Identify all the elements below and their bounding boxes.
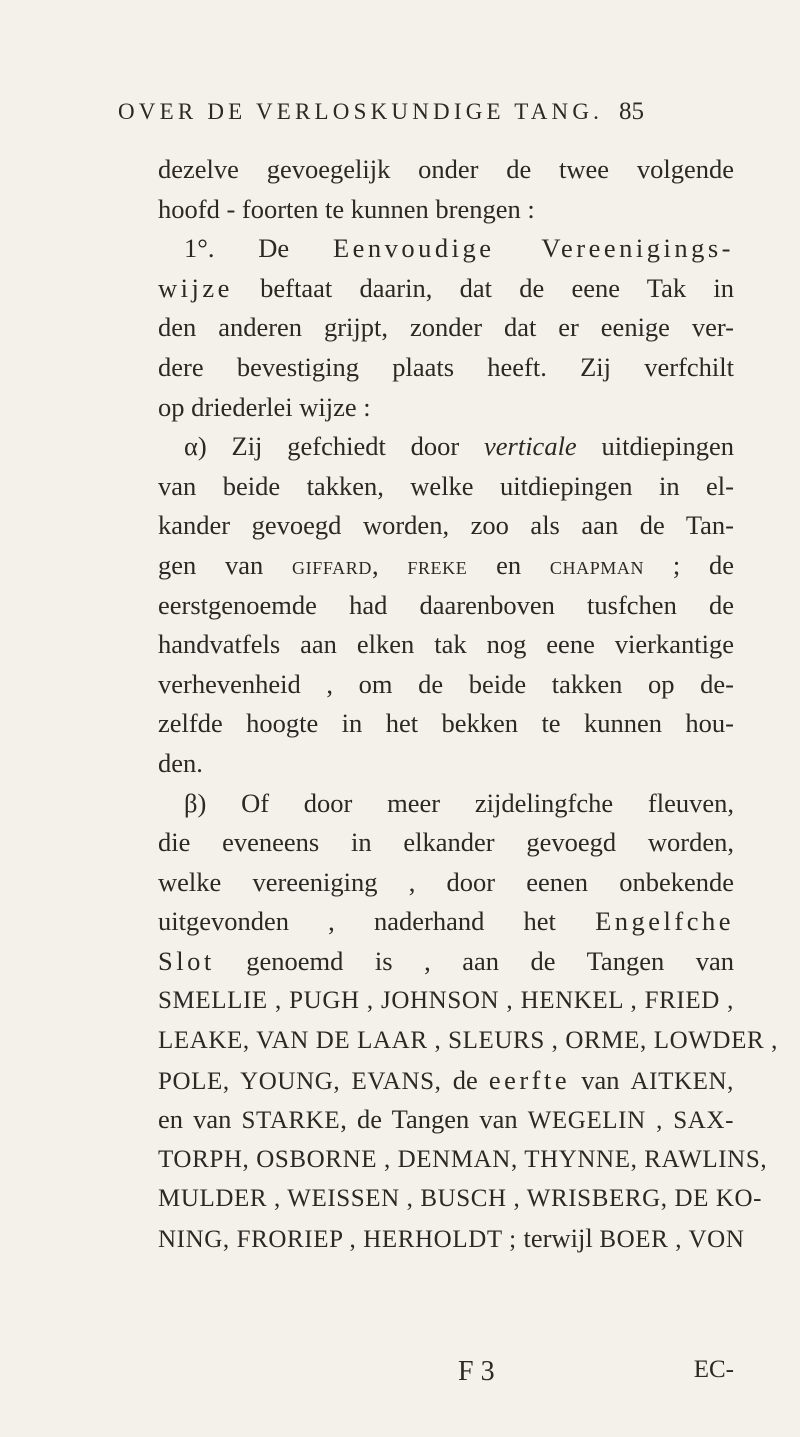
text-line: [158, 1021, 778, 1061]
text-line: [158, 981, 734, 1021]
text-segment: dezelve gevoegelijk onder de twee volgende: [158, 154, 734, 184]
text-line: [158, 388, 734, 428]
text-line: [158, 665, 734, 705]
text-line: [158, 269, 734, 309]
page-number: 85: [619, 98, 645, 125]
text-segment: hoofd - foorten te kunnen brengen :: [158, 193, 535, 224]
text-segment: handvatfels aan elken tak nog eene vierkantige: [158, 629, 734, 660]
text-segment: verhevenheid , om de beide takken op de-: [158, 668, 734, 699]
text-segment: welke vereeniging , door eenen onbekende: [158, 866, 734, 897]
spaced-term: eerfte: [488, 1064, 571, 1095]
name-smallcaps: chapman: [549, 552, 645, 580]
text-segment: eerstgenoemde had daarenboven tusfchen de: [158, 589, 734, 620]
text-line: [158, 1140, 768, 1180]
name-smallcaps: BOER , VON: [599, 1226, 745, 1254]
text-line: [158, 427, 734, 467]
name-smallcaps: POLE, YOUNG, EVANS,: [158, 1067, 453, 1095]
spaced-term: Slot: [158, 945, 215, 976]
text-line: [158, 823, 734, 863]
text-segment: gen van: [158, 549, 293, 580]
text-line: [158, 784, 734, 824]
text-segment: MULDER , WEISSEN , BUSCH , WRISBERG, DE KO-: [158, 1185, 763, 1213]
text-segment: uitdiepingen: [576, 431, 734, 462]
text-line: [158, 902, 734, 942]
text-segment: van beide takken, welke uitdiepingen in el-: [158, 470, 734, 501]
text-segment: en: [467, 549, 550, 580]
spaced-term: wijze: [158, 272, 233, 303]
body-text: [158, 150, 778, 1259]
text-segment: ,: [371, 549, 408, 580]
name-smallcaps: STARKE: [241, 1107, 341, 1135]
text-segment: en van: [158, 1104, 242, 1135]
text-line: [158, 863, 734, 903]
text-line: [158, 1179, 763, 1219]
text-segment: dere bevestiging plaats heeft. Zij verfchilt: [158, 351, 734, 382]
running-title: OVER DE VERLOSKUNDIGE TANG.: [118, 99, 604, 124]
text-segment: uitgevonden , naderhand het: [158, 906, 596, 937]
text-line: [158, 586, 734, 626]
name-smallcaps: NING, FRORIEP , HERHOLDT ;: [158, 1226, 524, 1254]
text-line: [158, 308, 734, 348]
text-line: [158, 190, 734, 230]
text-line: [158, 1100, 734, 1140]
text-segment: 1°. De: [184, 233, 333, 264]
text-line: [158, 1061, 734, 1101]
text-segment: den.: [158, 747, 203, 778]
name-smallcaps: WEGELIN , SAX-: [527, 1107, 734, 1135]
text-segment: genoemd is , aan de Tangen van: [214, 945, 734, 976]
text-segment: SMELLIE , PUGH , JOHNSON , HENKEL , FRIED ,: [158, 987, 734, 1015]
text-line: [158, 229, 734, 269]
text-line: [158, 467, 734, 507]
spaced-term: Engelfche: [595, 906, 734, 937]
catchword: EC-: [693, 1356, 734, 1383]
text-segment: kander gevoegd worden, zoo als aan de Tan-: [158, 510, 734, 541]
text-line: [158, 506, 734, 546]
text-line: [158, 704, 734, 744]
text-line: [158, 744, 734, 784]
text-line: [158, 348, 734, 388]
text-segment: zelfde hoogte in het bekken te kunnen hou-: [158, 708, 734, 739]
text-line: [158, 1219, 745, 1259]
spaced-term: Eenvoudige Vereenigings-: [332, 233, 734, 264]
italic-term: verticale: [484, 431, 577, 462]
signature-mark: F 3: [458, 1356, 495, 1387]
text-line: [158, 150, 734, 190]
text-segment: beftaat daarin, dat de eene Tak in: [232, 272, 734, 303]
text-line: [158, 546, 734, 586]
text-segment: die eveneens in elkander gevoegd worden,: [158, 827, 734, 858]
text-segment: α) Zij gefchiedt door: [184, 431, 484, 462]
text-segment: LEAKE, VAN DE LAAR , SLEURS , ORME, LOWDER ,: [158, 1027, 778, 1055]
text-segment: ; de: [644, 549, 735, 580]
running-header: [118, 98, 718, 126]
text-segment: den anderen grijpt, zonder dat er eenige ver-: [158, 312, 734, 343]
text-segment: TORPH, OSBORNE , DENMAN, THYNNE, RAWLINS,: [158, 1145, 768, 1173]
text-segment: van: [570, 1064, 631, 1095]
name-smallcaps: AITKEN,: [630, 1067, 734, 1095]
name-smallcaps: giffard: [292, 552, 372, 580]
text-segment: β) Of door meer zijdelingfche fleuven,: [184, 787, 734, 818]
text-segment: , de Tangen van: [340, 1104, 528, 1135]
text-segment: op driederlei wijze :: [158, 391, 371, 422]
text-line: [158, 942, 734, 982]
text-segment: de: [452, 1064, 489, 1095]
text-segment: terwijl: [523, 1223, 600, 1254]
name-smallcaps: freke: [407, 552, 468, 580]
text-line: [158, 625, 734, 665]
